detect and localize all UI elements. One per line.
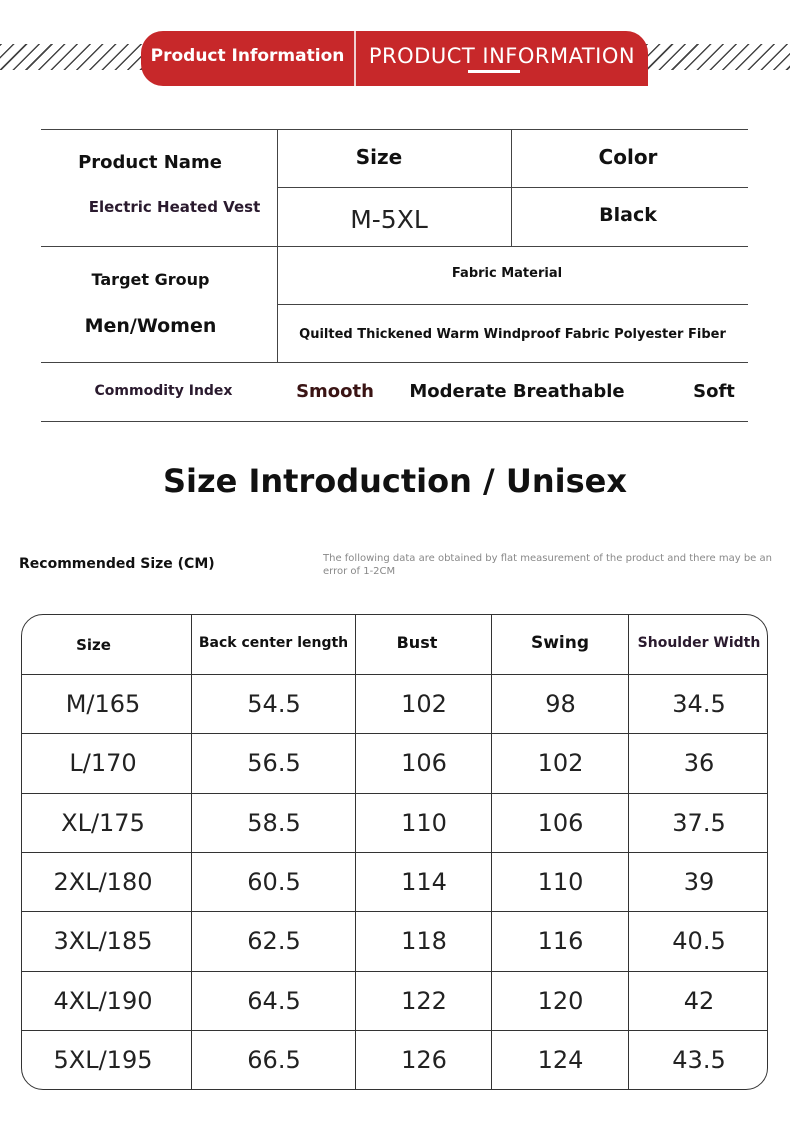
decorative-hatch-left: [0, 44, 148, 70]
fabric-material-value: Quilted Thickened Warm Windproof Fabric Polyester Fiber: [299, 326, 726, 342]
cell-bust: 110: [401, 808, 447, 837]
info-line: [41, 129, 748, 130]
cell-back-length: 66.5: [247, 1046, 301, 1074]
color-label: Color: [598, 145, 658, 169]
cell-bust: 118: [401, 927, 447, 955]
cell-size: 4XL/190: [53, 986, 153, 1015]
cell-swing: 98: [545, 689, 576, 718]
size-value: M-5XL: [350, 204, 428, 234]
banner-label-left: Product Information: [150, 46, 345, 66]
cell-back-length: 62.5: [247, 927, 301, 955]
cell-back-length: 58.5: [247, 808, 301, 837]
commodity-index-smooth: Smooth: [296, 380, 374, 402]
cell-size: 2XL/180: [53, 867, 153, 896]
size-table: [21, 614, 768, 1090]
size-introduction-title: Size Introduction / Unisex: [162, 462, 627, 500]
table-row: [22, 793, 768, 852]
commodity-index-label: Commodity Index: [94, 383, 233, 399]
info-line: [41, 246, 748, 247]
cell-shoulder: 37.5: [672, 808, 726, 837]
product-name-label: Product Name: [78, 151, 222, 173]
cell-size: 3XL/185: [53, 927, 153, 955]
product-name-value: Electric Heated Vest: [88, 198, 261, 216]
header-back-center-length: Back center length: [198, 634, 349, 651]
cell-back-length: 54.5: [247, 689, 301, 718]
target-group-label: Target Group: [91, 269, 210, 289]
cell-shoulder: 34.5: [672, 689, 726, 718]
info-line: [277, 187, 748, 188]
cell-swing: 120: [537, 986, 584, 1015]
commodity-index-breathable: Moderate Breathable: [409, 380, 625, 402]
cell-swing: 116: [537, 927, 584, 955]
target-group-value: Men/Women: [84, 315, 217, 337]
cell-shoulder: 39: [683, 867, 715, 896]
cell-back-length: 56.5: [247, 749, 301, 777]
cell-swing: 102: [537, 749, 584, 777]
info-line: [41, 362, 748, 363]
cell-back-length: 64.5: [247, 986, 301, 1015]
cell-bust: 126: [401, 1046, 447, 1074]
cell-shoulder: 42: [683, 986, 715, 1015]
product-information-banner: [141, 31, 648, 86]
table-row: [22, 911, 768, 971]
product-info-table: [41, 129, 748, 422]
cell-swing: 106: [537, 808, 584, 837]
cell-shoulder: 36: [683, 749, 715, 777]
table-row: [22, 852, 768, 911]
cell-shoulder: 40.5: [672, 927, 726, 955]
header-swing: Swing: [530, 632, 590, 653]
header-size: Size: [76, 635, 111, 654]
info-line: [277, 304, 748, 305]
cell-bust: 106: [401, 749, 447, 777]
banner-label-right: PRODUCT INFORMATION: [368, 44, 636, 68]
cell-shoulder: 43.5: [672, 1046, 726, 1074]
header-bust: Bust: [396, 633, 438, 652]
cell-swing: 110: [537, 867, 584, 896]
cell-size: 5XL/195: [53, 1046, 153, 1074]
header-shoulder-width: Shoulder Width: [637, 634, 761, 651]
cell-swing: 124: [537, 1046, 584, 1074]
table-row: [22, 971, 768, 1030]
info-line: [41, 421, 748, 422]
cell-bust: 114: [401, 867, 447, 896]
size-label: Size: [355, 145, 403, 169]
fabric-material-label: Fabric Material: [451, 265, 563, 281]
decorative-hatch-right: [646, 44, 790, 70]
recommended-size-label: Recommended Size (CM): [19, 556, 215, 572]
table-row: [22, 674, 768, 733]
cell-back-length: 60.5: [247, 867, 301, 896]
banner-underline: [468, 70, 520, 73]
measurement-note: The following data are obtained by flat measurement of the product and there may be an error of 1-2CM: [323, 553, 772, 577]
cell-size: L/170: [69, 749, 137, 777]
color-value: Black: [599, 204, 657, 226]
table-row: [22, 733, 768, 793]
commodity-index-soft: Soft: [693, 380, 735, 402]
cell-bust: 102: [401, 689, 447, 718]
table-row: [22, 1030, 768, 1090]
cell-size: M/165: [65, 689, 141, 718]
cell-bust: 122: [401, 986, 447, 1015]
cell-size: XL/175: [61, 808, 145, 837]
